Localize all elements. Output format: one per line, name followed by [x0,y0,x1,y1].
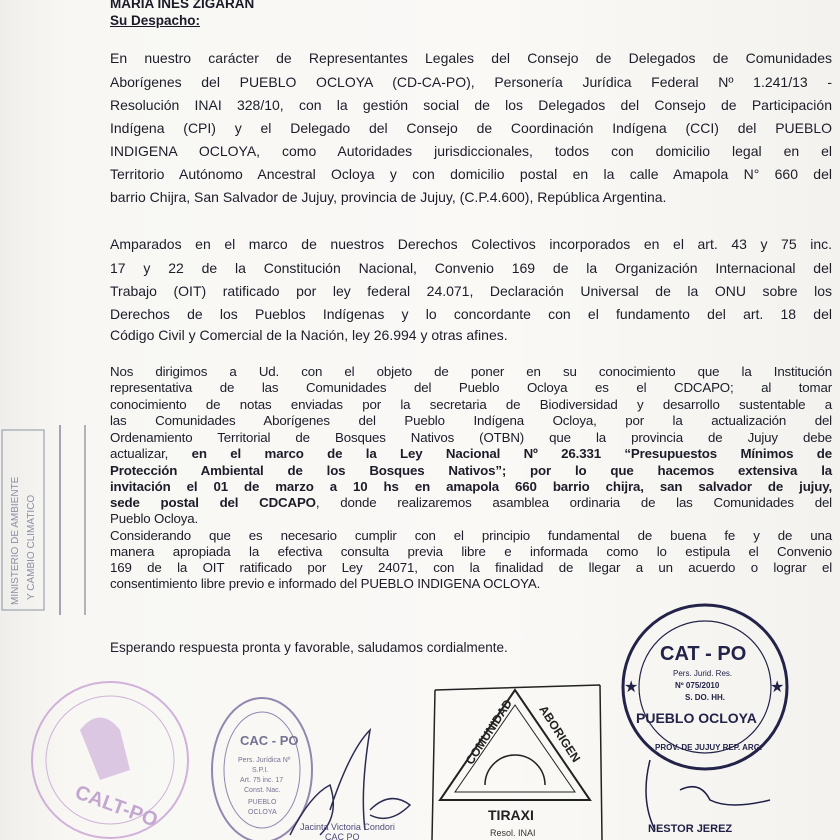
ministry-margin-stamp [0,425,100,615]
text-segment: En nuestro carácter de Representantes Legales del Consejo de Delegados de Comunidades [110,50,832,66]
text-segment: , donde realizaremos asamblea ordinaria de las Comunidades del [315,495,832,510]
svg-text:Const. Nac.: Const. Nac. [244,787,281,794]
text-line [110,283,832,299]
text-line [110,430,832,445]
svg-text:Pers. Jurid. Res.: Pers. Jurid. Res. [673,669,733,678]
text-segment: Pueblo Ocloya. [110,511,199,526]
tiraxi-stamp [432,685,602,840]
text-line [110,560,832,575]
svg-text:Jacinta Victoria Condori: Jacinta Victoria Condori [300,822,395,832]
bold-text-segment: invitación el 01 de marzo a 10 hs en amapola 660 barrio chijra, san salvador de jujuy, [110,479,832,494]
bold-text-segment: en el marco de la Ley Nacional Nº 26.331 “Presupuestos Mínimos de [191,446,832,461]
svg-text:CAT - PO: CAT - PO [660,643,747,665]
svg-text:CAC - PO: CAC - PO [240,733,299,748]
text-line [110,260,832,276]
svg-text:TIRAXI: TIRAXI [488,807,534,823]
signature-2 [646,760,770,835]
svg-text:Art. 75 inc. 17: Art. 75 inc. 17 [240,777,284,784]
text-segment: 169 de la OIT ratificado por Ley 24071, con la finalidad de llegar a un acuerdo o lograr el [110,560,832,575]
text-line [110,544,832,559]
svg-text:PROV. DE JUJUY REP. ARG.: PROV. DE JUJUY REP. ARG. [655,743,763,752]
text-line [110,97,832,113]
svg-text:OCLOYA: OCLOYA [248,809,277,816]
text-segment: Territorio Autónomo Ancestral Ocloya y con domicilio postal en la calle Amapola N° 660 del [110,166,832,182]
text-line [110,380,832,395]
text-line [110,143,832,159]
bold-text-segment: Protección Ambiental de los Bosques Nativos”; por lo que hacemos extensiva la [110,463,832,478]
recipient-name: MARIA INES ZIGARAN [110,0,255,11]
text-segment: las Comunidades Aborígenes del Pueblo Indígena Ocloya, por la actualización del [110,413,832,428]
text-line [110,306,832,322]
calt-po-stamp [32,682,188,838]
text-line [110,189,832,205]
text-segment: Amparados en el marco de nuestros Derechos Colectivos incorporados en el art. 43 y 75 inc. [110,236,832,252]
svg-text:CALT-PO: CALT-PO [71,781,161,832]
text-segment: barrio Chijra, San Salvador de Jujuy, provincia de Jujuy, (C.P.4.600), República Argentina. [110,189,667,205]
svg-text:★: ★ [624,679,639,696]
text-segment: consentimiento libre previo e informado del PUEBLO INDIGENA OCLOYA. [110,576,541,591]
text-segment: Derechos de los Pueblos Indígenas y lo concordante con el fundamento del art. 18 del [110,306,832,322]
text-segment: Indígena (CPI) y el Delegado del Consejo de Coordinación Indígena (CCI) del PUEBLO [110,120,832,136]
text-line [110,576,832,591]
svg-text:PUEBLO OCLOYA: PUEBLO OCLOYA [636,710,757,726]
text-segment: representativa de las Comunidades del Pueblo Ocloya es el CDCAPO; al tomar [110,380,832,395]
su-despacho: Su Despacho: [110,13,201,28]
svg-text:CAC PO: CAC PO [325,832,360,840]
text-segment: manera apropiada la efectiva consulta previa libre e informada como lo estipula el Convenio [110,544,832,559]
svg-text:Pers. Jurídica Nº: Pers. Jurídica Nº [238,757,291,764]
text-line [110,166,832,182]
svg-text:ABORIGEN: ABORIGEN [536,702,584,765]
text-segment: actualizar, [110,446,192,461]
text-segment: Aborígenes del PUEBLO OCLOYA (CD-CA-PO), Personería Jurídica Federal Nº 1.241/13 - [110,74,832,90]
closing-line: Esperando respuesta pronta y favorable, saludamos cordialmente. [110,640,508,655]
svg-text:S. DO. HH.: S. DO. HH. [685,693,726,702]
text-segment: Código Civil y Comercial de la Nación, ley 26.994 y otras afines. [110,327,508,343]
text-segment: conocimiento de notas enviadas por la secretaria de Biodiversidad y desarrollo sustentable a [110,397,832,412]
text-segment: Trabajo (OIT) ratificado por ley federal 24.071, Declaración Universal de la ONU sobre los [110,283,832,299]
bold-text-segment: sede postal del CDCAPO [110,495,316,510]
signature-1 [290,730,410,840]
svg-text:Resol. INAI: Resol. INAI [490,828,536,838]
text-segment: Considerando que es necesario cumplir con el principio fundamental de buena fe y de una [110,528,832,543]
text-line [110,397,832,412]
text-line [110,120,832,136]
text-line [110,236,832,252]
text-segment: Nos dirigimos a Ud. con el objeto de poner en su conocimiento que la Institución [110,364,832,379]
text-line [110,511,832,526]
text-segment: Ordenamiento Territorial de Bosques Nativos (OTBN) que la provincia de Jujuy debe [110,430,832,445]
text-line [110,413,832,428]
text-line [110,327,832,343]
text-line [110,74,832,90]
svg-text:S.P.I.: S.P.I. [252,767,269,774]
svg-text:PUEBLO: PUEBLO [248,799,277,806]
text-line [110,364,832,379]
text-line [110,50,832,66]
text-line [110,463,832,478]
svg-text:★: ★ [770,679,785,696]
text-segment: Resolución INAI 328/10, con la gestión social de los Delegados del Consejo de Participación [110,97,832,113]
svg-text:Nº 075/2010: Nº 075/2010 [675,681,720,690]
text-line [110,479,832,494]
text-line [110,528,832,543]
margin-stamp-line-1: MINISTERIO DE AMBIENTE [10,476,21,605]
text-segment: 17 y 22 de la Constitución Nacional, Convenio 169 de la Organización Internacional del [110,260,832,276]
svg-text:NESTOR JEREZ: NESTOR JEREZ [648,823,733,835]
text-segment: INDIGENA OCLOYA, como Autoridades jurisdiccionales, todos con domicilio legal en el [110,143,832,159]
text-line [110,446,832,461]
margin-stamp-line-2: Y CAMBIO CLIMATICO [26,494,37,600]
cac-po-stamp [212,698,312,840]
text-line [110,495,832,510]
svg-text:COMUNIDAD: COMUNIDAD [462,696,516,768]
